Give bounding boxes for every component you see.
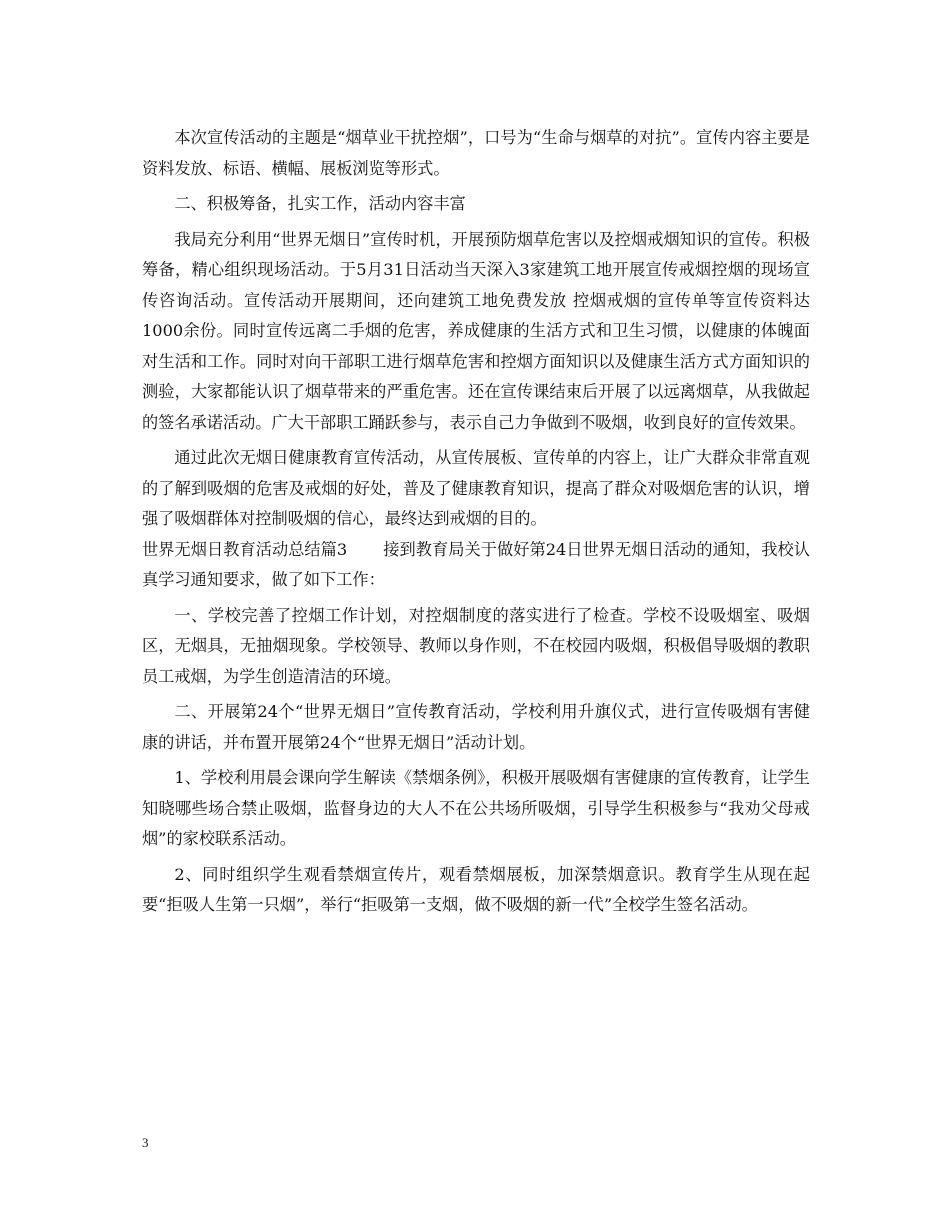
section-title: 世界无烟日教育活动总结篇3 (142, 539, 348, 559)
heading-preparation: 二、积极筹备，扎实工作，活动内容丰富 (174, 194, 466, 213)
paragraph-activities: 我局充分利用“世界无烟日”宣传时机，开展预防烟草危害以及控烟戒烟知识的宣传。积极筹备，精心组织现场活动。于5月31日活动当天深入3家建筑工地开展宣传戒烟控烟的现场宣传咨询活动。宣传活动开展期间，还向建筑工地免费发放 控烟戒烟的宣传单等宣传资料达1000余份。同时宣传远离二手烟的危害，养成健康的生活方式和卫生习惯，以健康的体魄面对生活和工作。同时对向干部职工进行烟草危害和控烟方面知识以及健康生活方式方面知识的测验，大家都能认识了烟草带来的严重危害。还在宣传课结束后开展了以远离烟草，从我做起的签名承诺活动。广大干部职工踊跃参与，表示自己力争做到不吸烟，收到良好的宣传效果。 (142, 229, 810, 432)
paragraph-plan: 一、学校完善了控烟工作计划，对控烟制度的落实进行了检查。学校不设吸烟室、吸烟区，无烟具，无抽烟现象。学校领导、教师以身作则，不在校园内吸烟，积极倡导吸烟的教职员工戒烟，为学生创造清洁的环境。 (142, 605, 810, 686)
section-3-intro (142, 535, 810, 596)
section-intro-text: 接到教育局关于做好第24日世界无烟日活动的通知，我校认真学习通知要求，做了如下工作： (142, 539, 810, 589)
paragraph-morning-class: 1、学校利用晨会课向学生解读《禁烟条例》，积极开展吸烟有害健康的宣传教育，让学生知晓哪些场合禁止吸烟，监督身边的大人不在公共场所吸烟，引导学生积极参与“我劝父母戒烟”的家校联系活动。 (142, 768, 810, 848)
page-number: 3 (142, 1135, 149, 1150)
paragraph-theme: 本次宣传活动的主题是“烟草业干扰控烟”，口号为“生命与烟草的对抗”。宣传内容主要是资料发放、标语、横幅、展板浏览等形式。 (142, 128, 810, 178)
paragraph-video-signing: 2、同时组织学生观看禁烟宣传片，观看禁烟展板，加深禁烟意识。教育学生从现在起要“拒吸人生第一只烟”，举行“拒吸第一支烟，做不吸烟的新一代”全校学生签名活动。 (142, 864, 810, 914)
paragraph-campaign: 二、开展第24个“世界无烟日”宣传教育活动，学校利用升旗仪式，进行宣传吸烟有害健康的讲话，并布置开展第24个“世界无烟日”活动计划。 (142, 702, 810, 752)
document-body (142, 118, 810, 921)
paragraph-results: 通过此次无烟日健康教育宣传活动，从宣传展板、宣传单的内容上，让广大群众非常直观的了解到吸烟的危害及戒烟的好处，普及了健康教育知识，提高了群众对吸烟危害的认识，增强了吸烟群体对控制吸烟的信心，最终达到戒烟的目的。 (142, 448, 810, 528)
